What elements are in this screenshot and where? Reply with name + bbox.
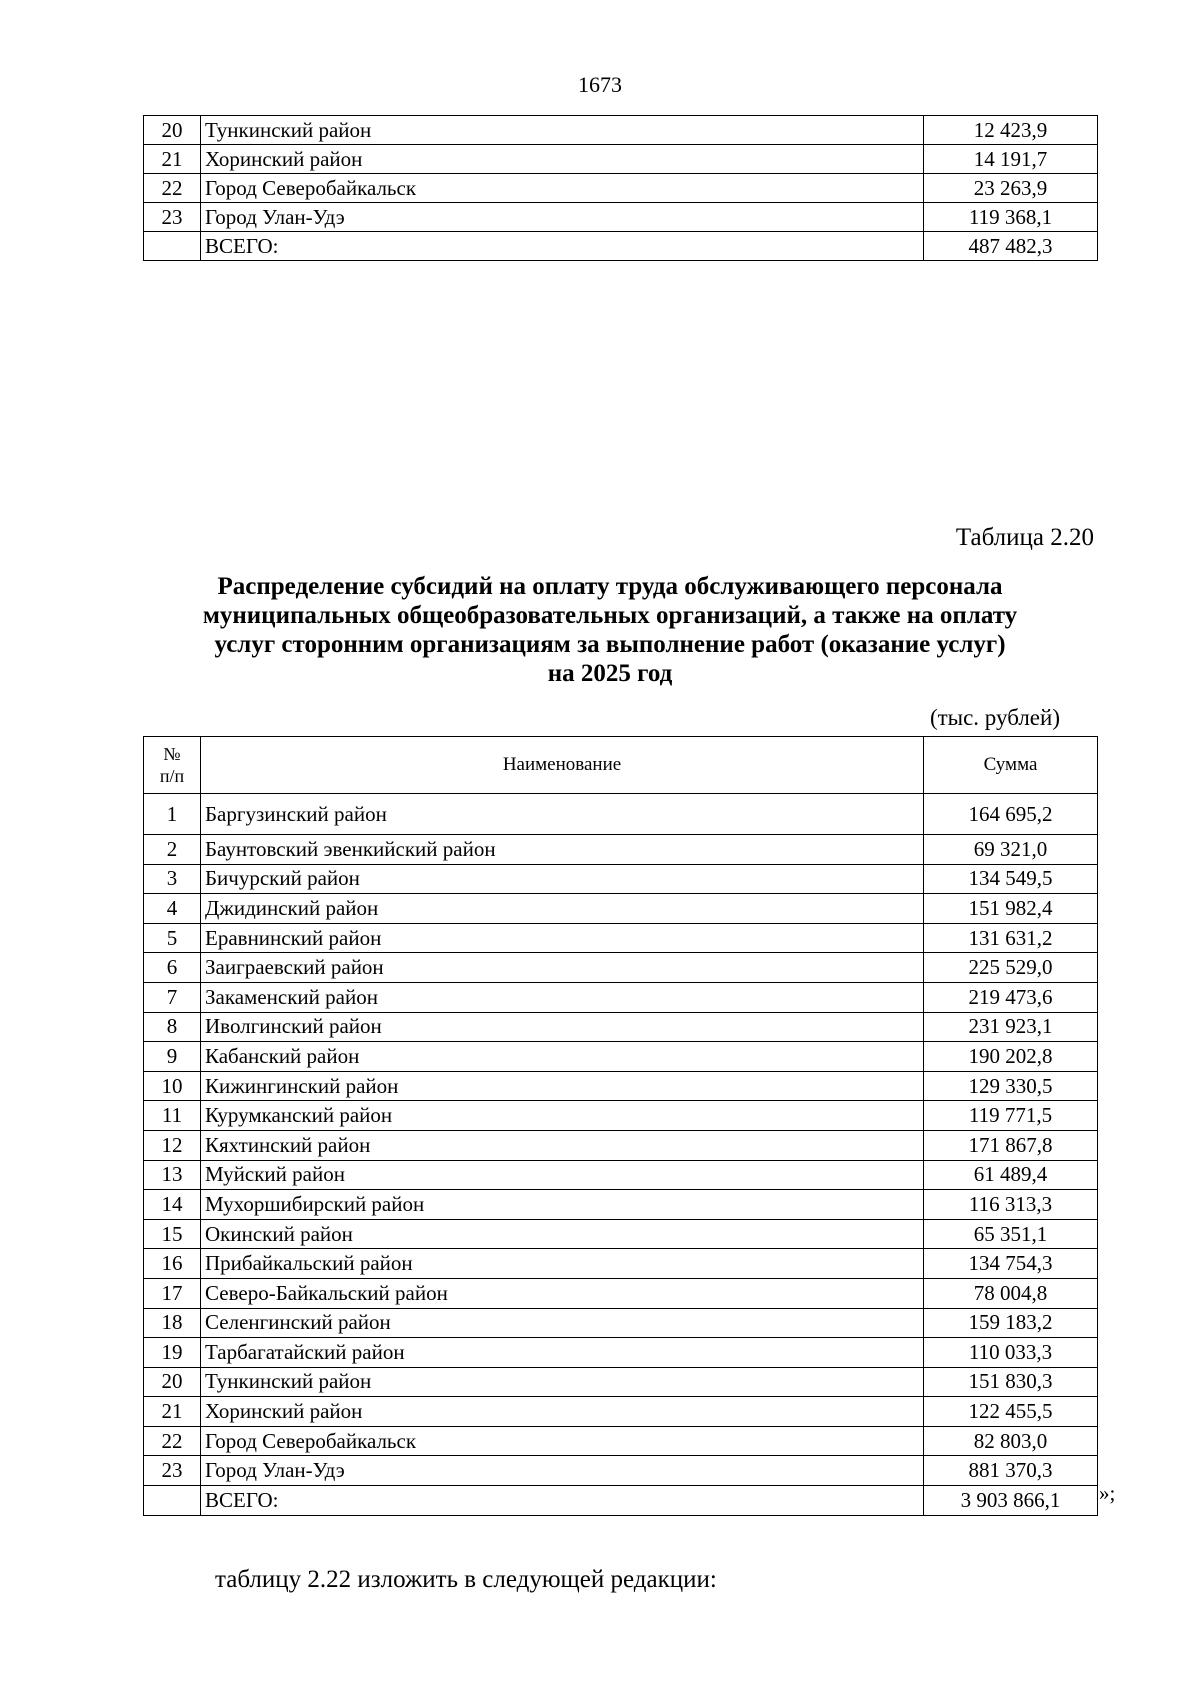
row-name-cell: Закаменский район	[201, 982, 924, 1012]
header-number-abbrev: п/п	[159, 766, 185, 786]
row-sum-cell: 116 313,3	[924, 1190, 1098, 1220]
row-number-cell	[144, 1486, 201, 1516]
row-sum-cell: 14 191,7	[924, 145, 1098, 174]
row-number-cell: 11	[144, 1101, 201, 1131]
row-number-cell: 20	[144, 1367, 201, 1397]
row-sum-cell: 164 695,2	[924, 794, 1098, 835]
table-row	[144, 1130, 1098, 1160]
row-name-cell: Курумканский район	[201, 1101, 924, 1131]
row-number-cell: 8	[144, 1012, 201, 1042]
row-name-cell: Муйский район	[201, 1160, 924, 1190]
table-row	[144, 1426, 1098, 1456]
row-number-cell: 23	[144, 203, 201, 232]
row-sum-cell: 219 473,6	[924, 982, 1098, 1012]
row-sum-cell: 134 549,5	[924, 864, 1098, 894]
table-row	[144, 1397, 1098, 1427]
row-sum-cell: 881 370,3	[924, 1456, 1098, 1486]
row-sum-cell: 61 489,4	[924, 1160, 1098, 1190]
table-row	[144, 174, 1098, 203]
row-number-cell: 10	[144, 1071, 201, 1101]
row-number-cell: 23	[144, 1456, 201, 1486]
row-name-cell: Город Северобайкальск	[201, 174, 924, 203]
row-sum-cell: 23 263,9	[924, 174, 1098, 203]
row-sum-cell: 119 771,5	[924, 1101, 1098, 1131]
row-name-cell: Кижингинский район	[201, 1071, 924, 1101]
header-row	[144, 737, 1098, 794]
row-sum-cell: 12 423,9	[924, 116, 1098, 145]
row-name-cell: Мухоршибирский район	[201, 1190, 924, 1220]
table-row	[144, 1219, 1098, 1249]
row-sum-cell: 151 830,3	[924, 1367, 1098, 1397]
table-title-line: услуг сторонним организациям за выполнение работ (оказание услуг)	[214, 631, 1006, 658]
row-name-cell: Город Улан-Удэ	[201, 1456, 924, 1486]
row-name-cell: Баргузинский район	[201, 794, 924, 835]
row-number-cell: 17	[144, 1278, 201, 1308]
row-number-cell: 2	[144, 835, 201, 865]
row-name-cell: Тарбагатайский район	[201, 1338, 924, 1368]
row-name-cell: Заиграевский район	[201, 953, 924, 983]
table-row	[144, 1012, 1098, 1042]
table-row	[144, 145, 1098, 174]
table-row	[144, 1308, 1098, 1338]
table-row	[144, 864, 1098, 894]
row-name-cell: Баунтовский эвенкийский район	[201, 835, 924, 865]
row-name-cell: ВСЕГО:	[201, 232, 924, 261]
row-name-cell: ВСЕГО:	[201, 1486, 924, 1516]
units-label: (тыс. рублей)	[929, 705, 1060, 730]
row-sum-cell: 65 351,1	[924, 1219, 1098, 1249]
row-sum-cell: 190 202,8	[924, 1042, 1098, 1072]
row-name-cell: Кяхтинский район	[201, 1130, 924, 1160]
row-number-cell: 22	[144, 1426, 201, 1456]
row-name-cell: Город Улан-Удэ	[201, 203, 924, 232]
header-name: Наименование	[201, 737, 924, 794]
table-title-line: на 2025 год	[547, 660, 673, 687]
table-row	[144, 894, 1098, 924]
row-sum-cell: 487 482,3	[924, 232, 1098, 261]
table-caption: Таблица 2.20	[955, 524, 1094, 551]
row-number-cell: 12	[144, 1130, 201, 1160]
table-row	[144, 835, 1098, 865]
table-row	[144, 1071, 1098, 1101]
row-name-cell: Тункинский район	[201, 1367, 924, 1397]
row-sum-cell: 231 923,1	[924, 1012, 1098, 1042]
table-row	[144, 1249, 1098, 1279]
row-sum-cell: 171 867,8	[924, 1130, 1098, 1160]
row-number-cell: 21	[144, 1397, 201, 1427]
row-number-cell	[144, 232, 201, 261]
total-row	[144, 232, 1098, 261]
row-sum-cell: 129 330,5	[924, 1071, 1098, 1101]
header-number	[144, 737, 201, 794]
total-row	[144, 1486, 1098, 1516]
table-row	[144, 923, 1098, 953]
row-sum-cell: 110 033,3	[924, 1338, 1098, 1368]
row-name-cell: Хоринский район	[201, 1397, 924, 1427]
row-name-cell: Селенгинский район	[201, 1308, 924, 1338]
table-row	[144, 982, 1098, 1012]
table-row	[144, 116, 1098, 145]
row-number-cell: 19	[144, 1338, 201, 1368]
table-row	[144, 1367, 1098, 1397]
table-row	[144, 1278, 1098, 1308]
row-name-cell: Хоринский район	[201, 145, 924, 174]
row-number-cell: 3	[144, 864, 201, 894]
table-title-line: Распределение субсидий на оплату труда обслуживающего персонала	[217, 573, 1003, 600]
row-sum-cell: 134 754,3	[924, 1249, 1098, 1279]
row-sum-cell: 225 529,0	[924, 953, 1098, 983]
table-row	[144, 1190, 1098, 1220]
row-name-cell: Город Северобайкальск	[201, 1426, 924, 1456]
row-number-cell: 1	[144, 794, 201, 835]
row-number-cell: 5	[144, 923, 201, 953]
previous-table-continuation	[143, 115, 1098, 261]
row-number-cell: 15	[144, 1219, 201, 1249]
table-row	[144, 1160, 1098, 1190]
row-number-cell: 4	[144, 894, 201, 924]
table-row	[144, 953, 1098, 983]
table-row	[144, 203, 1098, 232]
subsidies-table	[143, 736, 1098, 1516]
row-sum-cell: 69 321,0	[924, 835, 1098, 865]
row-name-cell: Иволгинский район	[201, 1012, 924, 1042]
row-name-cell: Тункинский район	[201, 116, 924, 145]
row-sum-cell: 122 455,5	[924, 1397, 1098, 1427]
table-title	[130, 572, 1090, 688]
row-sum-cell: 82 803,0	[924, 1426, 1098, 1456]
table-row	[144, 1101, 1098, 1131]
table-row	[144, 1042, 1098, 1072]
previous-table-body	[144, 116, 1098, 261]
row-number-cell: 22	[144, 174, 201, 203]
row-number-cell: 14	[144, 1190, 201, 1220]
row-number-cell: 7	[144, 982, 201, 1012]
row-number-cell: 20	[144, 116, 201, 145]
row-name-cell: Бичурский район	[201, 864, 924, 894]
row-number-cell: 18	[144, 1308, 201, 1338]
table-row	[144, 1456, 1098, 1486]
row-name-cell: Северо-Байкальский район	[201, 1278, 924, 1308]
table-row	[144, 794, 1098, 835]
row-number-cell: 21	[144, 145, 201, 174]
page-number: 1673	[578, 72, 622, 97]
row-sum-cell: 3 903 866,1	[924, 1486, 1098, 1516]
row-sum-cell: 151 982,4	[924, 894, 1098, 924]
row-sum-cell: 131 631,2	[924, 923, 1098, 953]
closing-quote-mark: »;	[1099, 1481, 1116, 1505]
row-sum-cell: 119 368,1	[924, 203, 1098, 232]
header-number-symbol: №	[163, 744, 181, 764]
row-sum-cell: 159 183,2	[924, 1308, 1098, 1338]
row-name-cell: Еравнинский район	[201, 923, 924, 953]
row-name-cell: Кабанский район	[201, 1042, 924, 1072]
row-name-cell: Окинский район	[201, 1219, 924, 1249]
row-name-cell: Джидинский район	[201, 894, 924, 924]
row-number-cell: 6	[144, 953, 201, 983]
row-number-cell: 16	[144, 1249, 201, 1279]
row-number-cell: 9	[144, 1042, 201, 1072]
table-title-line: муниципальных общеобразовательных организаций, а также на оплату	[202, 602, 1018, 629]
header-sum: Сумма	[924, 737, 1098, 794]
table-row	[144, 1338, 1098, 1368]
instruction-text: таблицу 2.22 изложить в следующей редакции:	[215, 1566, 717, 1593]
row-number-cell: 13	[144, 1160, 201, 1190]
row-name-cell: Прибайкальский район	[201, 1249, 924, 1279]
row-sum-cell: 78 004,8	[924, 1278, 1098, 1308]
subsidies-table-body	[144, 794, 1098, 1516]
